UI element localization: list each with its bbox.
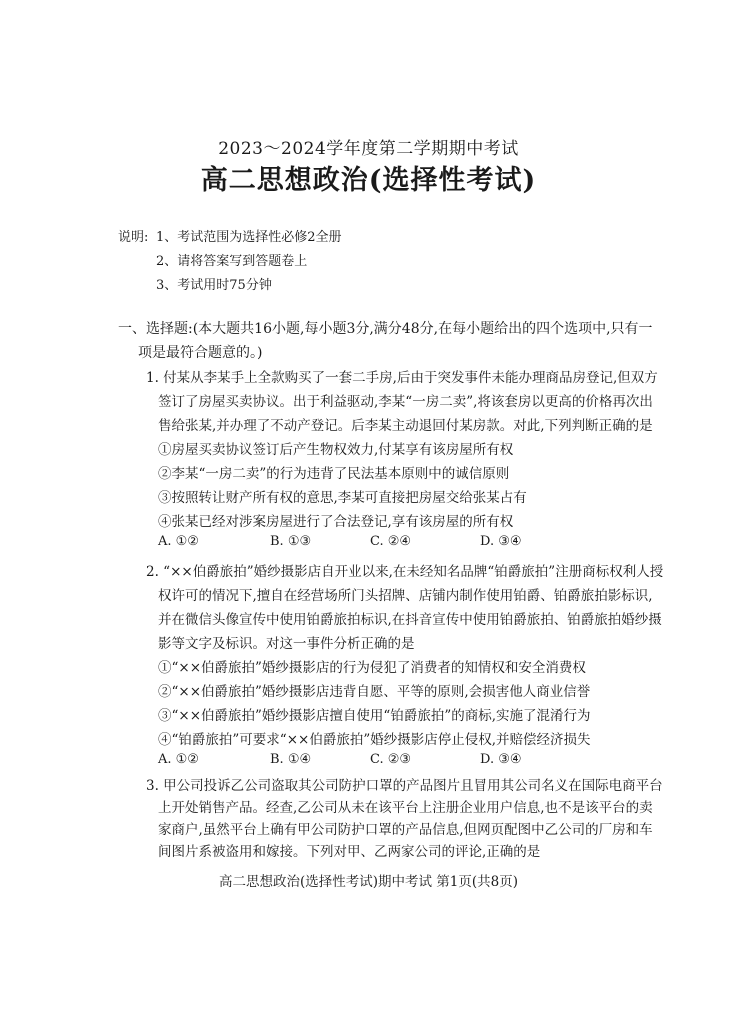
q1-option-statement: ②李某“一房二卖”的行为违背了民法基本原则中的诚信原则 xyxy=(158,466,510,482)
q1-line: 1. 付某从李某手上全款购买了一套二手房,后由于突发事件未能办理商品房登记,但双方 xyxy=(146,370,658,386)
q1-choice-c: C. ②④ xyxy=(370,534,412,549)
q3-line: 上开处销售产品。经查,乙公司从未在该平台上注册企业用户信息,也不是该平台的卖 xyxy=(158,800,653,816)
q1-option-statement: ①房屋买卖协议签订后产生物权效力,付某享有该房屋所有权 xyxy=(158,442,514,458)
q2-line: 权许可的情况下,擅自在经营场所门头招牌、店铺内制作使用铂爵、铂爵旅拍影标识, xyxy=(158,588,653,604)
q1-choice-d: D. ③④ xyxy=(480,534,522,549)
q2-option-statement: ③“××伯爵旅拍”婚纱摄影店擅自使用“铂爵旅拍”的商标,实施了混淆行为 xyxy=(158,708,591,724)
exam-title: 高二思想政治(选择性考试) xyxy=(200,165,537,196)
q1-choice-a: A. ①② xyxy=(158,534,199,549)
q2-line: 影等文字及标识。对这一事件分析正确的是 xyxy=(158,636,415,652)
note-item: 3、考试用时75分钟 xyxy=(156,278,272,293)
note-item: 1、考试范围为选择性必修2全册 xyxy=(156,230,342,245)
exam-subtitle: 2023～2024学年度第二学期期中考试 xyxy=(218,139,519,159)
q2-choice-a: A. ①② xyxy=(158,752,199,767)
note-item: 2、请将答案写到答题卷上 xyxy=(156,254,308,269)
q1-line: 签订了房屋买卖协议。出于利益驱动,李某“一房二卖”,将该套房以更高的价格再次出 xyxy=(158,394,653,410)
q2-choice-c: C. ②③ xyxy=(370,752,412,767)
q2-option-statement: ②“××伯爵旅拍”婚纱摄影店违背自愿、平等的原则,会损害他人商业信誉 xyxy=(158,684,591,700)
q2-choice-b: B. ①④ xyxy=(270,752,312,767)
q3-line: 间图片系被盗用和嫁接。下列对甲、乙两家公司的评论,正确的是 xyxy=(158,844,541,860)
q2-choice-d: D. ③④ xyxy=(480,752,522,767)
q2-option-statement: ①“××伯爵旅拍”婚纱摄影店的行为侵犯了消费者的知情权和安全消费权 xyxy=(158,660,586,676)
q3-line: 家商户,虽然平台上确有甲公司防护口罩的产品信息,但网页配图中乙公司的厂房和车 xyxy=(158,822,653,838)
section-heading: 一、选择题:(本大题共16小题,每小题3分,满分48分,在每小题给出的四个选项中,只有一 xyxy=(118,321,653,337)
q1-line: 售给张某,并办理了不动产登记。后李某主动退回付某房款。对此,下列判断正确的是 xyxy=(158,418,653,434)
section-heading-cont: 项是最符合题意的。) xyxy=(138,345,263,361)
notes-label: 说明: xyxy=(118,230,149,245)
q3-line: 3. 甲公司投诉乙公司盗取其公司防护口罩的产品图片且冒用其公司名义在国际电商平台 xyxy=(146,778,663,794)
q2-line: 并在微信头像宣传中使用铂爵旅拍标识,在抖音宣传中使用铂爵旅拍、铂爵旅拍婚纱摄 xyxy=(158,612,662,628)
page-footer: 高二思想政治(选择性考试)期中考试 第1页(共8页) xyxy=(218,874,519,890)
q1-option-statement: ④张某已经对涉案房屋进行了合法登记,享有该房屋的所有权 xyxy=(158,514,514,530)
q1-option-statement: ③按照转让财产所有权的意思,李某可直接把房屋交给张某占有 xyxy=(158,490,527,506)
q2-option-statement: ④“铂爵旅拍”可要求“××伯爵旅拍”婚纱摄影店停止侵权,并赔偿经济损失 xyxy=(158,732,591,748)
q1-choice-b: B. ①③ xyxy=(270,534,312,549)
q2-line: 2. “××伯爵旅拍”婚纱摄影店自开业以来,在未经知名品牌“铂爵旅拍”注册商标权利人授 xyxy=(146,564,664,580)
